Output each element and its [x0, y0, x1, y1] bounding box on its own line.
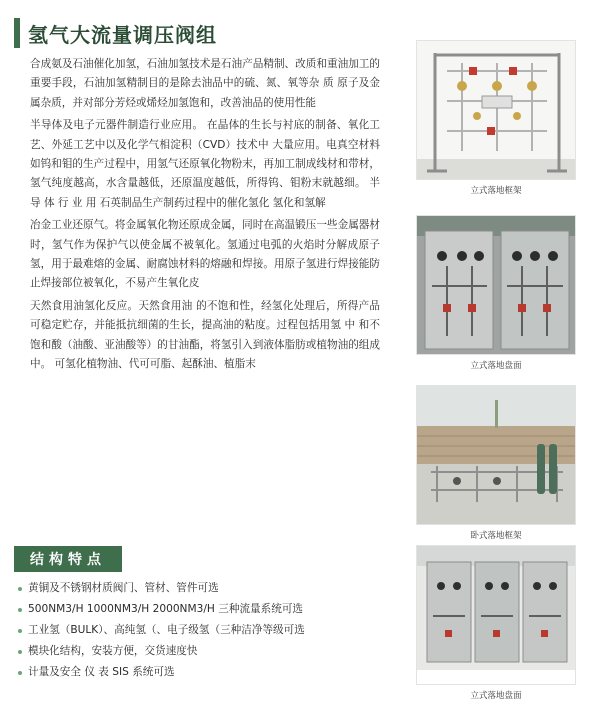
paragraph-edible-oil: 天然食用油氢化反应。天然食用油 的不饱和性，经氢化处理后，所得产品可稳定贮存，并能抵抗细菌的生长，提高油的粘度。过程包括用氢 中 和不饱和酸（油酸、亚油酸等）的甘油酯，将氢引入到液体脂肪或植物油的组成中。 可氢化植物油、代可可脂、起酥油、植脂末: [30, 299, 380, 371]
feature-text: 计量及安全 仪 表 SIS 系统可选: [28, 666, 175, 678]
photo-caption-1: 立式落地框架: [470, 186, 522, 196]
photo-card-3: [416, 385, 576, 541]
features-list: [18, 578, 398, 683]
list-item: [18, 620, 398, 641]
description-column: [30, 55, 380, 378]
bullet-dot-icon: [18, 671, 22, 675]
list-item: [18, 578, 398, 599]
photo-card-2: [416, 215, 576, 371]
bullet-dot-icon: [18, 587, 22, 591]
list-item: [18, 641, 398, 662]
bullet-dot-icon: [18, 629, 22, 633]
title-accent-bar: [14, 18, 20, 48]
bullet-dot-icon: [18, 608, 22, 612]
feature-text: 工业氢（BULK）、高纯氢（、电子级氢（三种洁净等级可选: [28, 624, 305, 636]
photo-card-1: [416, 40, 576, 196]
feature-text: 黄铜及不锈钢材质阀门、管材、管件可选: [28, 582, 219, 594]
horizontal-frame-photo: [416, 385, 576, 525]
photo-caption-3: 卧式落地框架: [470, 531, 522, 541]
vertical-panel-photo: [416, 545, 576, 685]
list-item: [18, 599, 398, 620]
photo-card-4: [416, 545, 576, 701]
paragraph-metallurgy: 冶金工业还原气。将金属氧化物还原成金属，同时在高温锻压一些金属器材时，氢气作为保护气以使金属不被氧化。氢通过电弧的火焰时分解成原子氢，用于最难熔的金属、耐腐蚀材料的熔融和焊接。用原子氢进行焊接能防止焊接部位被氧化，不易产生氧化皮: [30, 219, 380, 290]
page-title: 氢气大流量调压阀组: [28, 22, 217, 47]
list-item: [18, 662, 398, 683]
feature-text: 500NM3/H 1000NM3/H 2000NM3/H 三种流量系统可选: [28, 603, 304, 615]
feature-text: 模块化结构，安装方便，交货速度快: [28, 645, 198, 657]
page-header: [14, 18, 217, 48]
vertical-frame-photo: [416, 40, 576, 180]
paragraph-semiconductor: 半导体及电子元器件制造行业应用。 在晶体的生长与衬底的制备、氧化工艺、外延工艺中以及化学气相淀积（CVD）技术中 大量应用。电真空材料如钨和钼的生产过程中，用氢气还原氧化物粉末，再加工制成线材和带材，氢气纯度越高，水含量越低，还原温度越低，所得钨、钼粉末就越细。 半 导 体 行 业 用 石英制品生产制药过程中的催化氢化 氢化和氢解: [30, 119, 380, 209]
paragraph-refining: 合成氨及石油催化加氢，石油加氢技术是石油产品精制、改质和重油加工的重要手段，石油加氢精制目的是除去油品中的硫、氮、氧等杂 质 原子及金属杂质，并对部分芳烃或烯烃加氢饱和，改善油品的使用性能: [30, 58, 380, 109]
photo-caption-4: 立式落地盘面: [470, 691, 522, 701]
photo-caption-2: 立式落地盘面: [470, 361, 522, 371]
vertical-panel-photo: [416, 215, 576, 355]
bullet-dot-icon: [18, 650, 22, 654]
features-heading: 结构特点: [14, 546, 122, 572]
